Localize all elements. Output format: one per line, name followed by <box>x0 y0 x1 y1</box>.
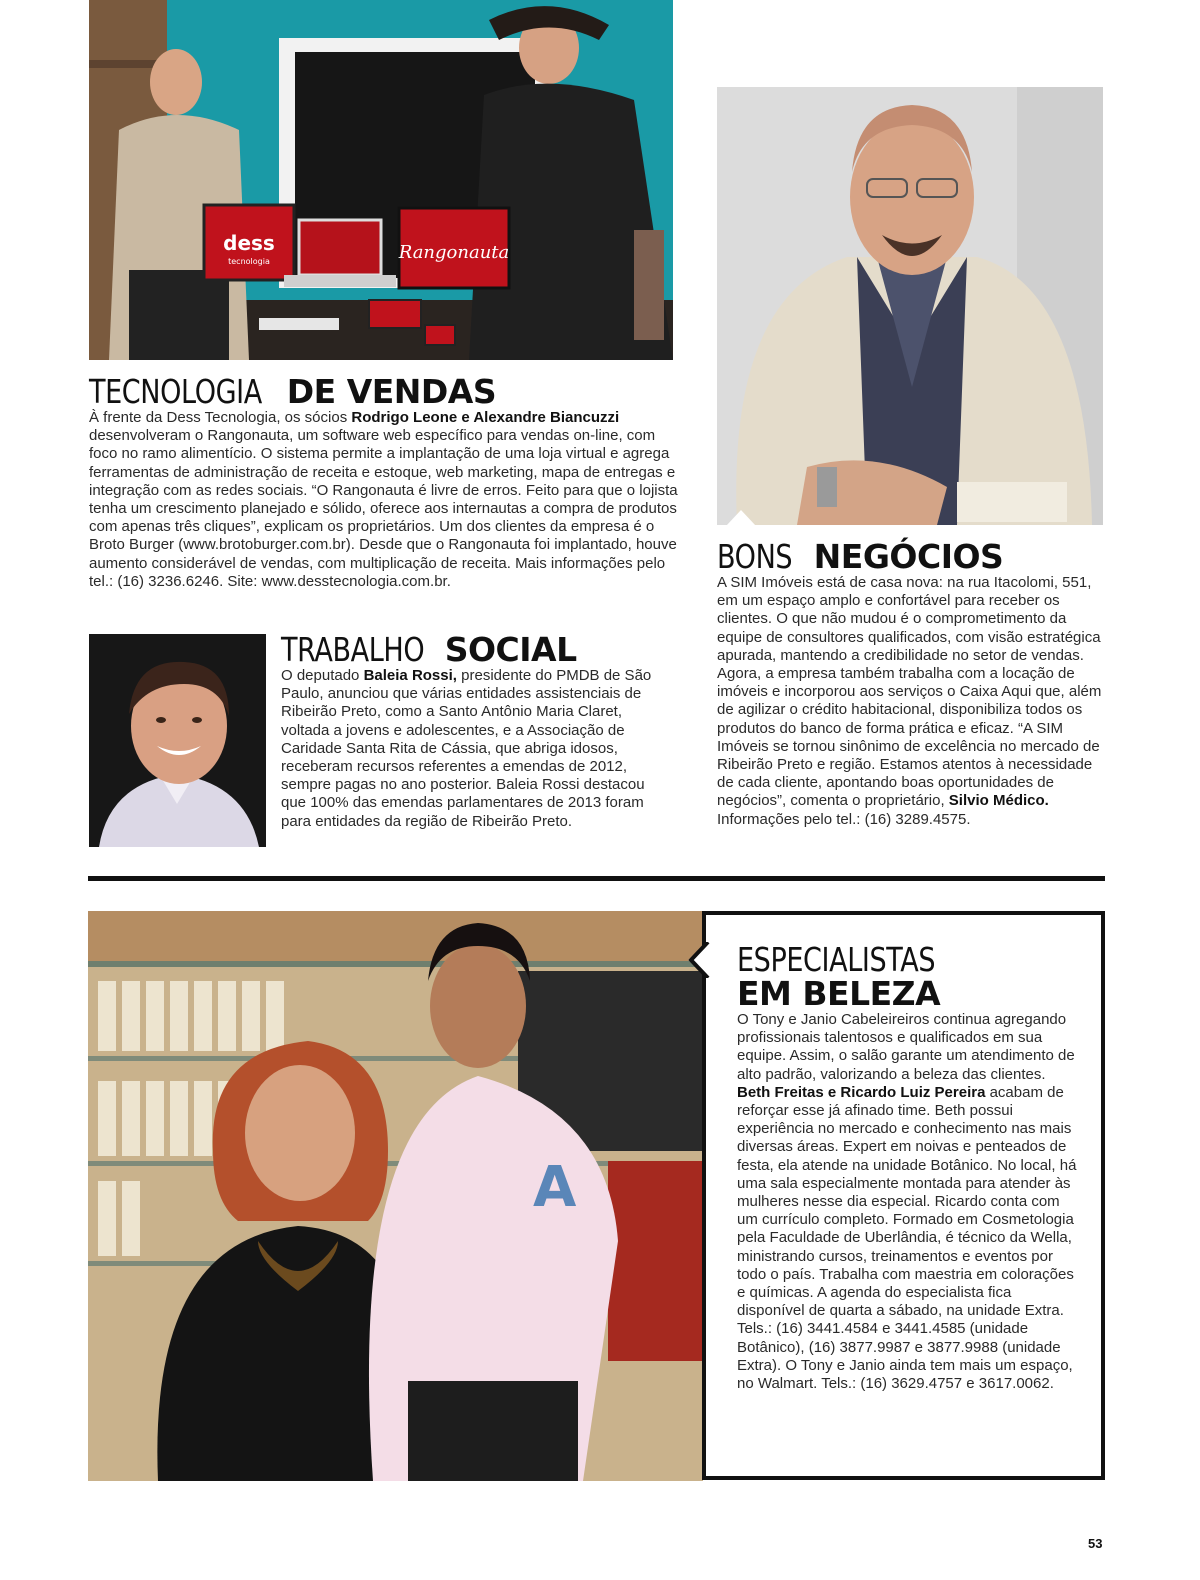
body-beleza-rest: acabam de reforçar esse já afinado time. Beth possui experiência no mercado e conhecimento nas mais diversas áreas. Expert em noivas e penteados de festa, ela atende na unidade Botânico. No local, há uma sala especialmente montada para atender às mulheres nesse dia especial. Ricardo conta com um currículo completo. Formado em Cosmetologia pela Faculdade de Uberlândia, é técnico da Wella, ministrando cursos, treinamentos e eventos por todo o país. Trabalha com maestria em colorações e químicas. A agenda do especialista fica disponível de quarta a sábado, na unidade Extra. Tels.: (16) 3441.4584 e 3441.4585 (unidade Botânico), (16) 3877.9987 e 3877.9988 (unidade Extra). O Tony e Janio ainda tem mais um espaço, no Walmart. Tels.: (16) 3629.4757 e 3617.0062. <box>737 1083 1077 1393</box>
body-beleza-names: Beth Freitas e Ricardo Luiz Pereira <box>737 1083 986 1101</box>
body-tecnologia-rest: desenvolveram o Rangonauta, um software web específico para vendas on-line, com foco no ramo alimentício. O sistema permite a implantação de uma loja virtual e agrega ferramentas de administração de receita e estoque, web marketing, mapa de entregas e integração com as redes sociais. “O Rangonauta é livre de erros. Feito para que o lojista tenha um crescimento planejado e sólido, oferece aos internautas a compra de produtos com apenas três cliques”, explicam os proprietários. Um dos clientes da empresa é o Broto Burger (www.brotoburger.com.br). Desde que o Rangonauta foi implantado, houve aumento considerável de vendas, com multiplicação de receita. Mais informações pelo tel.: (16) 3236.6246. Site: www.desstecnologia.com.br. <box>89 427 678 590</box>
rangonauta-logo-text: Rangonauta <box>398 242 510 263</box>
body-social-rest: presidente do PMDB de São Paulo, anunciou que várias entidades assistenciais de Ribeirão Preto, como a Santo Antônio Maria Claret, voltada a jovens e adolescentes, e a Associação de Caridade Santa Rita de Cássia, que abriga idosos, receberam recursos referentes a emendas de 2012, sempre pagas no ano posterior. Baleia Rossi destacou que 100% das emendas parlamentares de 2013 foram para entidades da região de Ribeirão Preto. <box>281 667 652 830</box>
body-negocios <box>717 574 1105 829</box>
title-negocios-bold: NEGÓCIOS <box>813 537 1004 576</box>
title-bons-light: BONS <box>717 537 793 576</box>
photo-dess-tecnologia <box>89 0 673 360</box>
photo-baleia-rossi-illustration <box>89 634 266 847</box>
photo-baleia-rossi <box>89 634 266 847</box>
title-trabalho-social <box>281 630 577 669</box>
photo-dess-tecnologia-illustration <box>89 0 673 360</box>
title-tecnologia-light: TECNOLOGIA <box>89 372 262 411</box>
photo-silvio-medico <box>717 87 1103 525</box>
dess-logo-text: dess <box>223 231 275 255</box>
body-tecnologia <box>89 409 679 591</box>
title-tecnologia-bold: DE VENDAS <box>286 372 497 411</box>
title-bons-negocios <box>717 537 1004 576</box>
title-trabalho-light: TRABALHO <box>281 630 425 669</box>
body-tecnologia-intro: À frente da Dess Tecnologia, os sócios <box>89 409 352 426</box>
body-social-intro: O deputado <box>281 667 364 684</box>
body-beleza <box>737 1011 1079 1393</box>
title-social-bold: SOCIAL <box>444 630 577 669</box>
photo-silvio-medico-illustration <box>717 87 1103 525</box>
body-negocios-text: A SIM Imóveis está de casa nova: na rua Itacolomi, 551, em um espaço amplo e confortável para receber os clientes. O que não mudou é o comprometimento da equipe de consultores qualificados, com visão estratégica apurada, mantendo a credibilidade no setor de vendas. Agora, a empresa também trabalha com a locação de imóveis e incorporou aos serviços o Caixa Aqui que, além de agilizar o crédito habitacional, disponibiliza todos os produtos do banco de forma prática e eficaz. “A SIM Imóveis se tornou sinônimo de excelência no mercado de Ribeirão Preto e região. Estamos atentos à necessidade de cada cliente, apontando boas oportunidades de negócios”, comenta o proprietário, <box>717 574 1102 810</box>
body-social <box>281 667 673 831</box>
photo-caret-pointer <box>726 510 756 526</box>
photo-tony-e-janio <box>88 911 703 1481</box>
section-divider <box>88 876 1105 881</box>
box-pointer <box>688 942 710 978</box>
photo-tony-e-janio-illustration <box>88 911 703 1481</box>
body-tecnologia-names: Rodrigo Leone e Alexandre Biancuzzi <box>351 409 620 426</box>
title-em-beleza-bold: EM BELEZA <box>737 974 941 1013</box>
body-beleza-intro: O Tony e Janio Cabeleireiros continua agregando profissionais talentosos e qualificados em sua equipe. Assim, o salão garante um atendimento de alto padrão, valorizando a beleza das clientes. <box>737 1011 1075 1083</box>
body-negocios-name: Silvio Médico. <box>948 792 1049 810</box>
page-number: 53 <box>1088 1536 1103 1551</box>
shirt-letter-a: A <box>533 1155 577 1220</box>
dess-logo-subtext: tecnologia <box>228 257 270 266</box>
body-negocios-contact: Informações pelo tel.: (16) 3289.4575. <box>717 810 971 828</box>
title-em-beleza <box>737 974 941 1013</box>
title-especialistas-light: ESPECIALISTAS <box>737 940 936 979</box>
title-especialistas <box>737 940 979 979</box>
title-tecnologia-de-vendas <box>89 372 497 411</box>
body-social-name: Baleia Rossi, <box>363 667 457 684</box>
